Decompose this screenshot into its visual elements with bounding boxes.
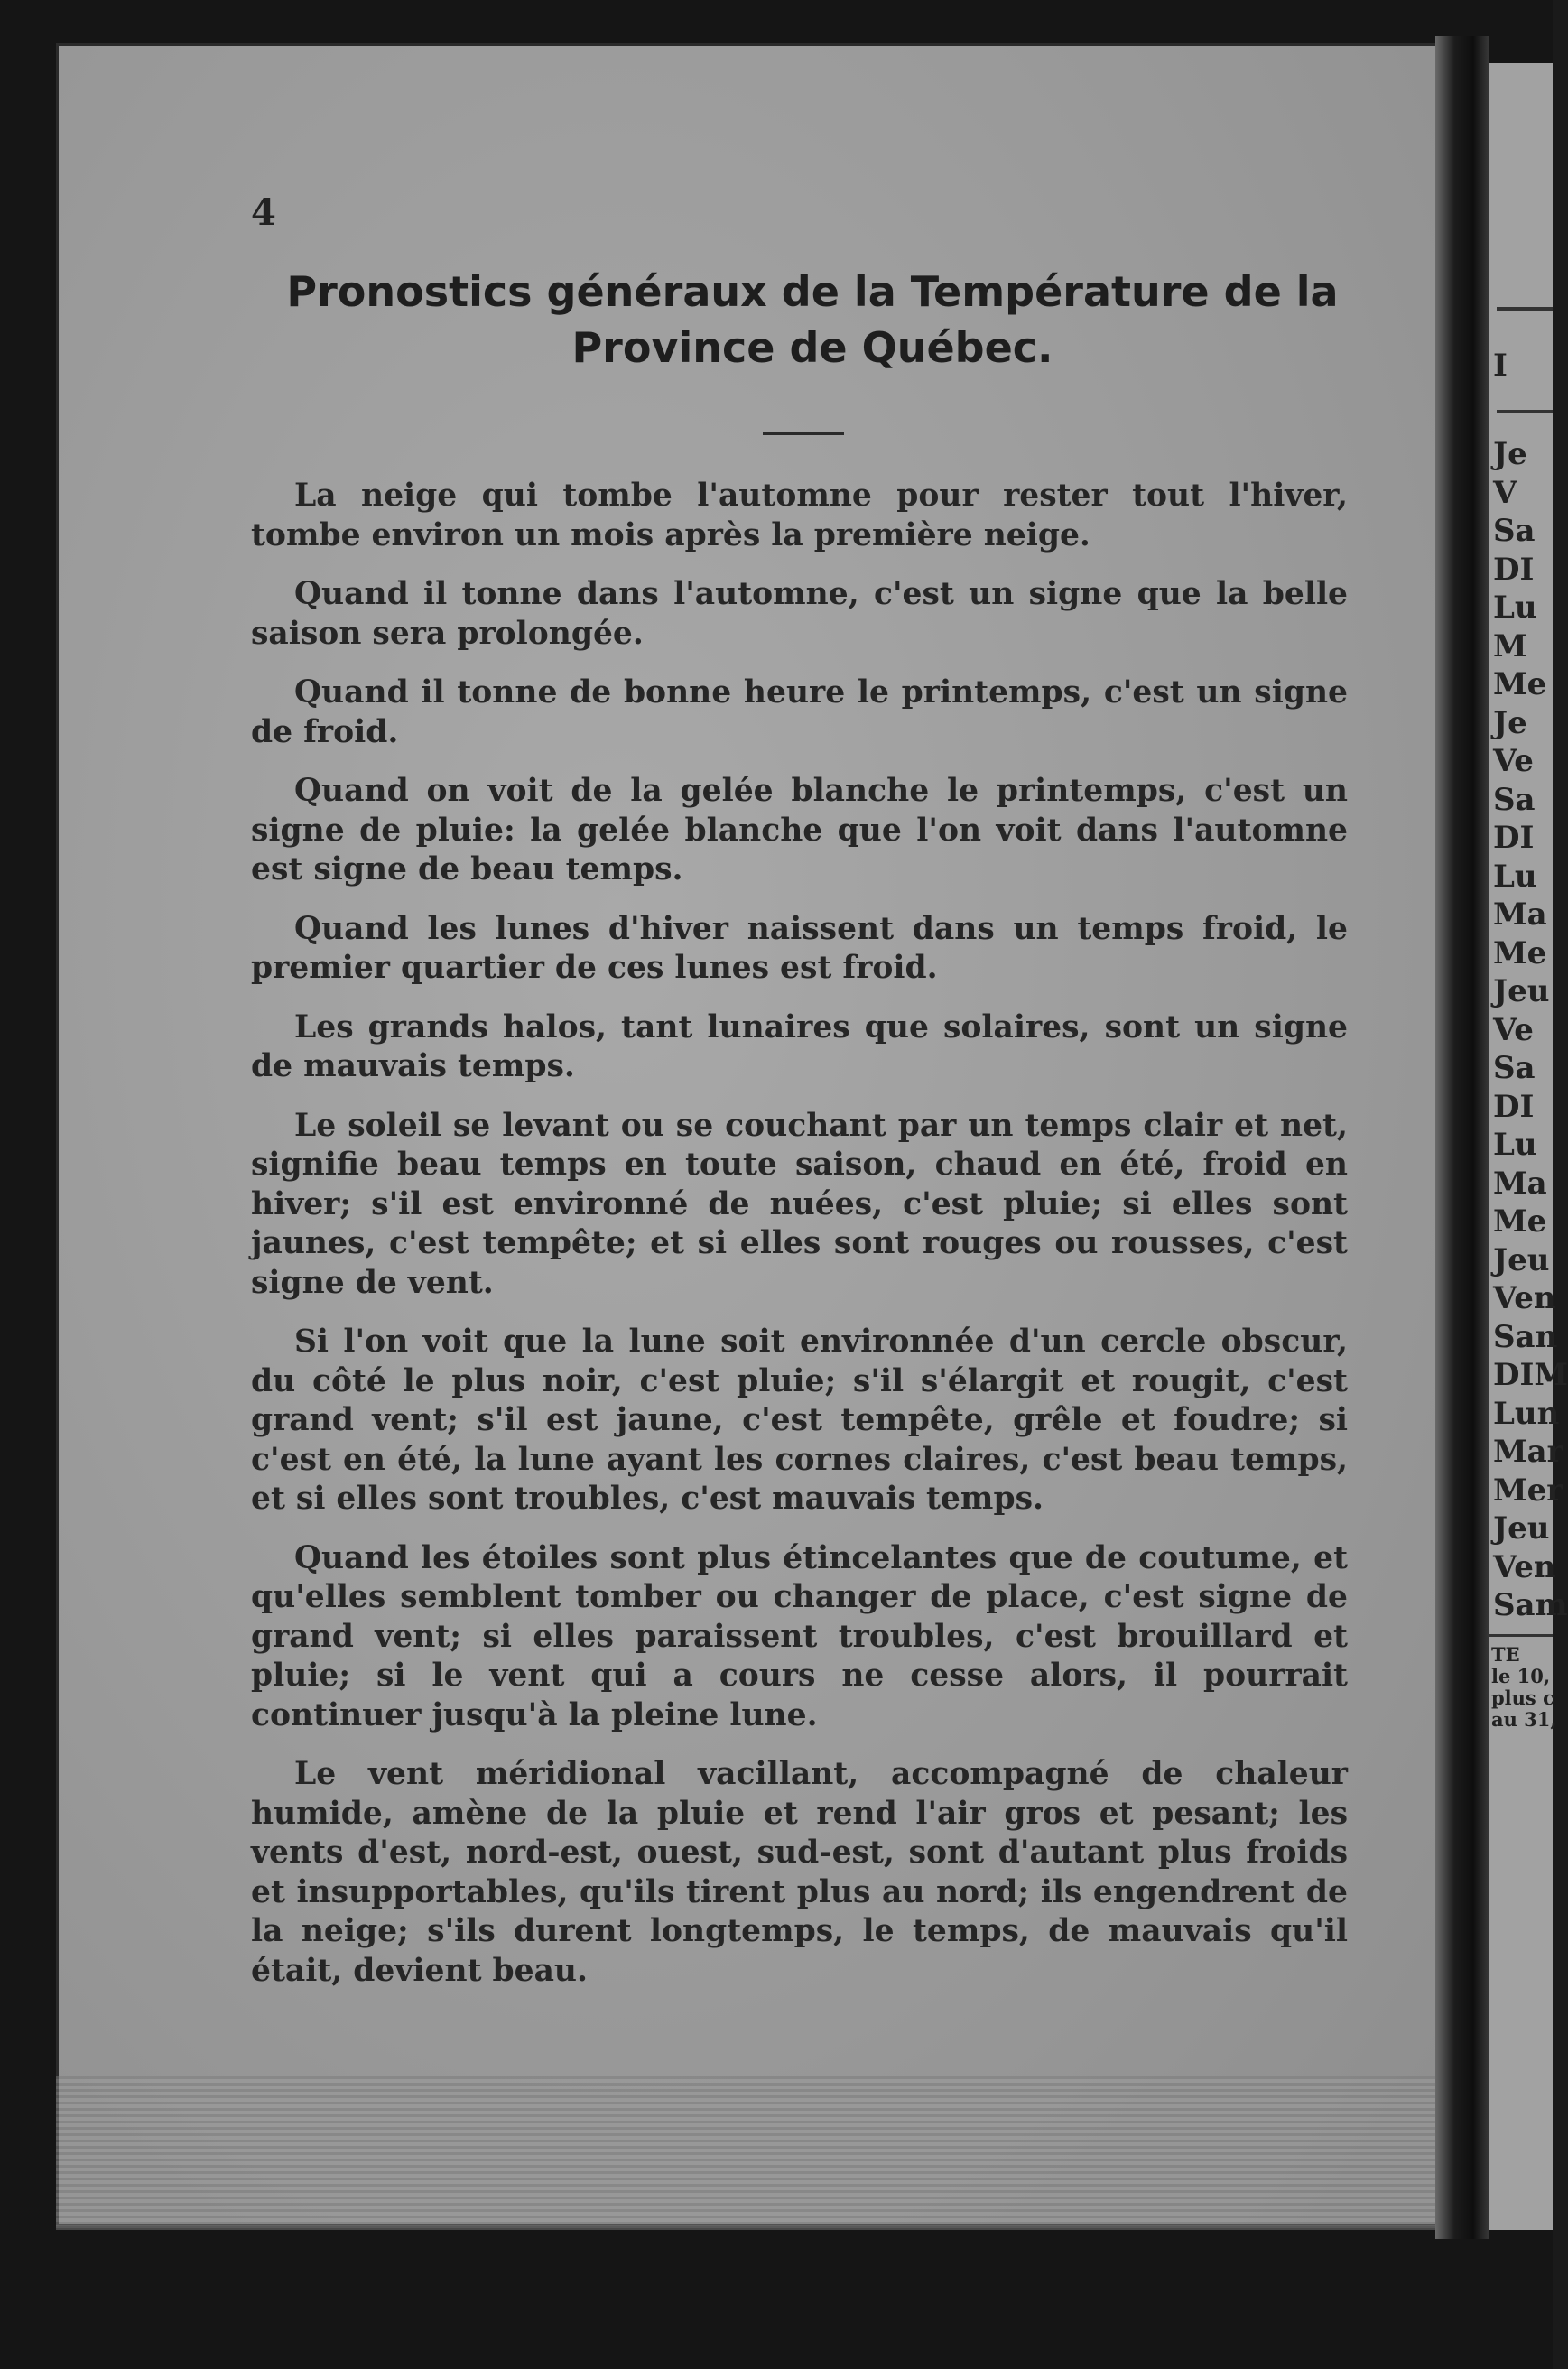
title-line-2: Province de Québec. bbox=[571, 323, 1053, 372]
note-fragment: TE bbox=[1491, 1642, 1520, 1666]
paragraph: Quand il tonne dans l'automne, c'est un signe que la belle saison sera prolongée. bbox=[251, 576, 1348, 652]
paragraph: Le soleil se levant ou se couchant par un temps clair et net, signifie beau temps en toute saison, chaud en été, froid en hiver; s'il est environné de nuées, c'est pluie; si elles sont jaunes, c'est tempête; et si elles sont rouges ou rousses, c'est signe de vent. bbox=[251, 1107, 1348, 1301]
page-number: 4 bbox=[251, 191, 276, 234]
paragraph: Quand les étoiles sont plus étincelantes que de coutume, et qu'elles semblent tomber ou changer de place, c'est signe de grand vent; si elles paraissent troubles, c'est brouillard et pluie; si le vent qui a cours ne cesse alors, il pourrait continuer jusqu'à la pleine lune. bbox=[251, 1539, 1348, 1733]
title-divider bbox=[763, 432, 844, 435]
paragraph: Si l'on voit que la lune soit environnée d'un cercle obscur, du côté le plus noir, c'est pluie; s'il s'élargit et rougit, c'est grand vent; s'il est jaune, c'est tempête, grêle et foudre; si c'est en été, la lune ayant les cornes claires, c'est beau temps, et si elles sont troubles, c'est mauvais temps. bbox=[251, 1324, 1348, 1517]
day-fragment: Ven bbox=[1493, 1280, 1556, 1316]
day-fragment: Ve bbox=[1493, 743, 1534, 779]
paragraph: Le vent méridional vacillant, accompagné de chaleur humide, amène de la pluie et rend l'air gros et pesant; les vents d'est, nord-est, ouest, sud-est, sont d'autant plus froids et insupportables, qu'ils tirent plus au nord; ils engendrent de la neige; s'ils durent longtemps, le temps, de mauvais qu'il était, devient beau. bbox=[251, 1756, 1348, 1989]
day-fragment: Lu bbox=[1493, 590, 1537, 626]
day-fragment: Mar bbox=[1493, 1434, 1563, 1470]
day-fragment: Sa bbox=[1493, 1050, 1536, 1086]
day-fragment: V bbox=[1493, 474, 1517, 511]
right-page bbox=[1489, 63, 1568, 2230]
day-fragment: Je bbox=[1493, 704, 1527, 741]
day-fragment: DI bbox=[1493, 551, 1535, 588]
day-fragment: Ve bbox=[1493, 1011, 1534, 1048]
day-fragment: DI bbox=[1493, 1088, 1535, 1125]
day-fragment: DIM bbox=[1493, 1357, 1568, 1393]
day-fragment: Jeu bbox=[1493, 1510, 1550, 1547]
day-fragment: Sa bbox=[1493, 513, 1536, 549]
day-fragment: Ven bbox=[1493, 1548, 1556, 1585]
day-fragment: DI bbox=[1493, 820, 1535, 856]
title-line-1: Pronostics généraux de la Température de la bbox=[286, 267, 1339, 316]
day-fragment: Sam bbox=[1493, 1587, 1568, 1623]
day-fragment: Me bbox=[1493, 1203, 1547, 1240]
note-fragment: plus c bbox=[1491, 1686, 1554, 1709]
note-fragment: le 10, bbox=[1491, 1664, 1551, 1687]
day-fragment: Sa bbox=[1493, 781, 1536, 818]
note-fragment: au 31, bbox=[1491, 1707, 1557, 1731]
paragraph: Quand on voit de la gelée blanche le printemps, c'est un signe de pluie: la gelée blanche que l'on voit dans l'automne est signe de beau temps. bbox=[251, 773, 1348, 887]
day-fragment: M bbox=[1493, 627, 1527, 664]
book-gutter bbox=[1435, 36, 1489, 2239]
day-list bbox=[1489, 435, 1568, 1625]
day-fragment: Lu bbox=[1493, 1127, 1537, 1163]
paragraph: Quand les lunes d'hiver naissent dans un temps froid, le premier quartier de ces lunes est froid. bbox=[251, 910, 1348, 986]
day-fragment: Me bbox=[1493, 934, 1547, 971]
paragraph: Les grands halos, tant lunaires que solaires, sont un signe de mauvais temps. bbox=[251, 1008, 1348, 1084]
day-fragment: Je bbox=[1493, 436, 1527, 472]
page-title bbox=[271, 264, 1354, 376]
day-fragment: Mer bbox=[1493, 1472, 1563, 1509]
day-fragment: Jeu bbox=[1493, 1241, 1550, 1278]
day-fragment: Lun bbox=[1493, 1395, 1560, 1432]
paragraph: La neige qui tombe l'automne pour rester tout l'hiver, tombe environ un mois après la première neige. bbox=[251, 478, 1348, 553]
day-fragment: San bbox=[1493, 1318, 1558, 1355]
day-fragment: Lu bbox=[1493, 858, 1537, 895]
right-page-header-fragment: I bbox=[1493, 348, 1508, 384]
note-list bbox=[1489, 1642, 1557, 1731]
paragraph: Quand il tonne de bonne heure le printemps, c'est un signe de froid. bbox=[251, 674, 1348, 750]
right-page-rule bbox=[1489, 1634, 1553, 1637]
day-fragment: Ma bbox=[1493, 1165, 1547, 1202]
page-edges bbox=[56, 2076, 1464, 2230]
day-fragment: Me bbox=[1493, 666, 1547, 702]
body-text bbox=[251, 477, 1348, 2011]
day-fragment: Jeu bbox=[1493, 973, 1550, 1009]
right-page-rule bbox=[1497, 307, 1553, 311]
right-page-rule bbox=[1497, 410, 1553, 413]
day-fragment: Ma bbox=[1493, 897, 1547, 933]
